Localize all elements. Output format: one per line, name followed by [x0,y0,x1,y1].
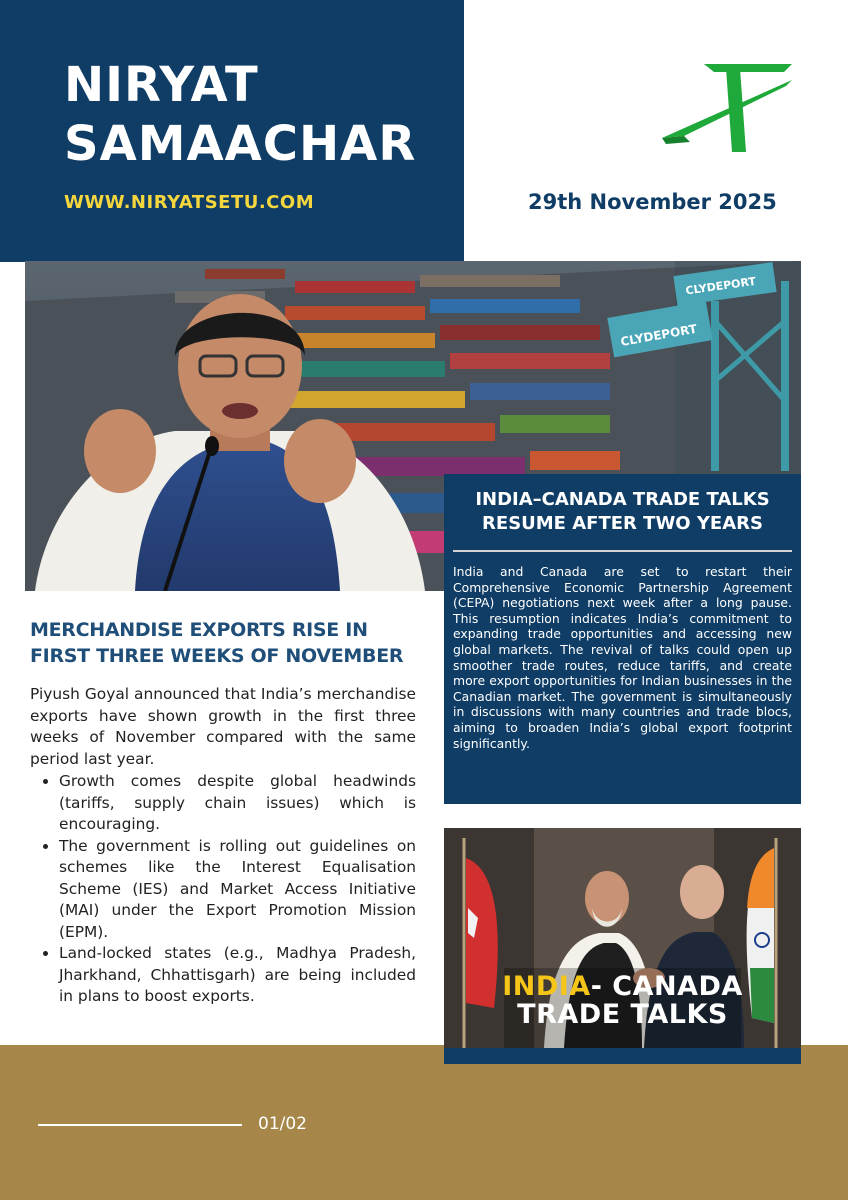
canada-article-headline [453,488,792,536]
list-item: • Growth comes despite global headwinds (tariffs, supply chain issues) which is encouraging. [59,771,416,836]
title-line-1: NIRYAT [64,57,259,113]
talks-overlay-line-1 [444,972,801,1002]
canada-headline-line-2: RESUME AFTER TWO YEARS [482,513,763,534]
talks-overlay-line-2: TRADE TALKS [517,999,728,1030]
issue-date: 29th November 2025 [528,190,777,214]
exports-article-headline [30,617,422,669]
footer-divider [38,1124,242,1126]
canada-article-body: India and Canada are set to restart their Comprehensive Economic Partnership Agreement (CEPA) negotiations next week after a long pause. This resumption indicates India’s commitment to expanding trade opportunities and accessing new global markets. The revival of talks could open up smoother trade routes, reduce tariffs, and create more export opportunities for Indian businesses in the Canadian market. The government is simultaneously in discussions with many countries and trade blocs, aiming to broaden India’s global export footprint significantly. [453,564,792,751]
website-link[interactable]: WWW.NIRYATSETU.COM [64,192,315,213]
niryat-logo-icon [660,62,792,154]
title-line-2: SAMAACHAR [64,116,417,172]
talks-overlay-india: INDIA [502,971,591,1002]
canada-headline-line-1: INDIA–CANADA TRADE TALKS [475,489,770,510]
canada-article-panel [444,474,801,804]
crane-sign-text: CLYDEPORT [619,321,699,349]
list-item: • The government is rolling out guidelines on schemes like the Interest Equalisation Scheme (IES) and Market Access Initiative (MAI) under the Export Promotion Mission (EPM). [59,836,416,944]
talks-overlay-canada: - CANADA [590,971,743,1002]
headline-divider [453,550,792,552]
trade-talks-image [444,828,801,1064]
newsletter-title [64,56,444,174]
page-number: 01/02 [258,1114,307,1134]
exports-bullet-list [30,771,416,1008]
trade-talks-strip [444,1048,801,1064]
exports-headline-line-2: FIRST THREE WEEKS OF NOVEMBER [30,645,404,667]
exports-headline-line-1: MERCHANDISE EXPORTS RISE IN [30,619,368,641]
exports-article-intro: Piyush Goyal announced that India’s merchandise exports have shown growth in the first three weeks of November compared with the same period last year. [30,685,416,768]
list-item: • Land-locked states (e.g., Madhya Pradesh, Jharkhand, Chhattisgarh) are being included in plans to boost exports. [59,943,416,1008]
trade-talks-photo [444,828,801,1048]
footer-band [0,1045,848,1200]
crane-sign-text-2: CLYDEPORT [684,274,757,298]
